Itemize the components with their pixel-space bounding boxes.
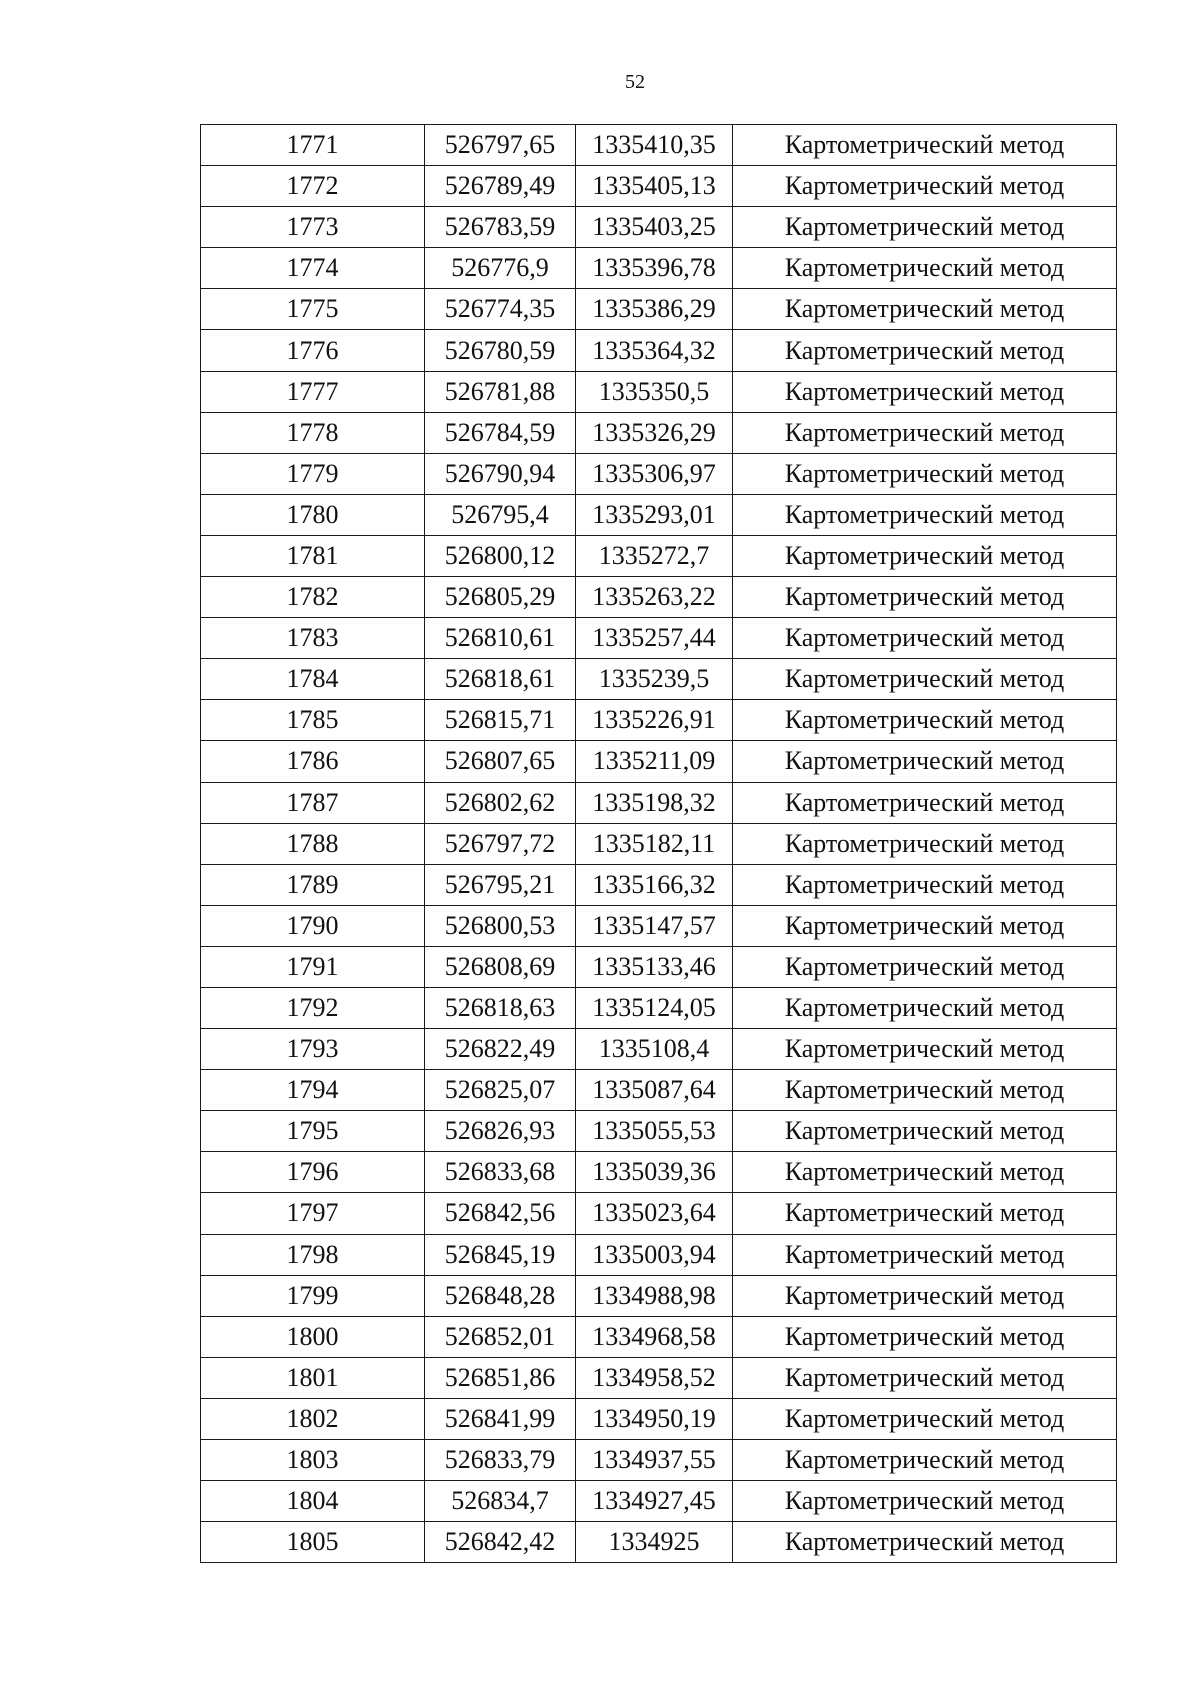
table-row xyxy=(201,1152,1117,1193)
method-cell: Картометрический метод xyxy=(733,987,1117,1028)
point-number-cell: 1797 xyxy=(201,1193,425,1234)
x-coordinate-cell: 526795,4 xyxy=(425,494,576,535)
x-coordinate-cell: 526781,88 xyxy=(425,371,576,412)
y-coordinate-cell: 1335166,32 xyxy=(576,864,733,905)
table-row xyxy=(201,1357,1117,1398)
method-cell: Картометрический метод xyxy=(733,700,1117,741)
y-coordinate-cell: 1335147,57 xyxy=(576,905,733,946)
point-number-cell: 1771 xyxy=(201,125,425,166)
table-row xyxy=(201,782,1117,823)
method-cell: Картометрический метод xyxy=(733,905,1117,946)
table-row xyxy=(201,618,1117,659)
method-cell: Картометрический метод xyxy=(733,371,1117,412)
table-row xyxy=(201,1481,1117,1522)
x-coordinate-cell: 526822,49 xyxy=(425,1029,576,1070)
method-cell: Картометрический метод xyxy=(733,1440,1117,1481)
coordinates-table-body xyxy=(201,125,1117,1563)
point-number-cell: 1775 xyxy=(201,289,425,330)
point-number-cell: 1772 xyxy=(201,166,425,207)
x-coordinate-cell: 526802,62 xyxy=(425,782,576,823)
method-cell: Картометрический метод xyxy=(733,125,1117,166)
x-coordinate-cell: 526851,86 xyxy=(425,1357,576,1398)
point-number-cell: 1778 xyxy=(201,412,425,453)
method-cell: Картометрический метод xyxy=(733,1111,1117,1152)
method-cell: Картометрический метод xyxy=(733,1398,1117,1439)
point-number-cell: 1780 xyxy=(201,494,425,535)
method-cell: Картометрический метод xyxy=(733,330,1117,371)
point-number-cell: 1785 xyxy=(201,700,425,741)
method-cell: Картометрический метод xyxy=(733,1234,1117,1275)
point-number-cell: 1792 xyxy=(201,987,425,1028)
y-coordinate-cell: 1335257,44 xyxy=(576,618,733,659)
x-coordinate-cell: 526800,12 xyxy=(425,535,576,576)
table-row xyxy=(201,330,1117,371)
y-coordinate-cell: 1335405,13 xyxy=(576,166,733,207)
method-cell: Картометрический метод xyxy=(733,1029,1117,1070)
x-coordinate-cell: 526810,61 xyxy=(425,618,576,659)
y-coordinate-cell: 1335108,4 xyxy=(576,1029,733,1070)
y-coordinate-cell: 1335226,91 xyxy=(576,700,733,741)
y-coordinate-cell: 1335124,05 xyxy=(576,987,733,1028)
table-row xyxy=(201,371,1117,412)
point-number-cell: 1805 xyxy=(201,1522,425,1563)
table-row xyxy=(201,166,1117,207)
y-coordinate-cell: 1335211,09 xyxy=(576,741,733,782)
method-cell: Картометрический метод xyxy=(733,946,1117,987)
y-coordinate-cell: 1335039,36 xyxy=(576,1152,733,1193)
method-cell: Картометрический метод xyxy=(733,207,1117,248)
table-row xyxy=(201,248,1117,289)
y-coordinate-cell: 1335350,5 xyxy=(576,371,733,412)
method-cell: Картометрический метод xyxy=(733,1316,1117,1357)
y-coordinate-cell: 1335263,22 xyxy=(576,577,733,618)
table-row xyxy=(201,1398,1117,1439)
point-number-cell: 1777 xyxy=(201,371,425,412)
method-cell: Картометрический метод xyxy=(733,741,1117,782)
x-coordinate-cell: 526790,94 xyxy=(425,453,576,494)
x-coordinate-cell: 526842,56 xyxy=(425,1193,576,1234)
point-number-cell: 1781 xyxy=(201,535,425,576)
method-cell: Картометрический метод xyxy=(733,494,1117,535)
y-coordinate-cell: 1335386,29 xyxy=(576,289,733,330)
point-number-cell: 1786 xyxy=(201,741,425,782)
point-number-cell: 1799 xyxy=(201,1275,425,1316)
point-number-cell: 1789 xyxy=(201,864,425,905)
table-row xyxy=(201,987,1117,1028)
method-cell: Картометрический метод xyxy=(733,248,1117,289)
method-cell: Картометрический метод xyxy=(733,864,1117,905)
method-cell: Картометрический метод xyxy=(733,618,1117,659)
y-coordinate-cell: 1335023,64 xyxy=(576,1193,733,1234)
method-cell: Картометрический метод xyxy=(733,1357,1117,1398)
point-number-cell: 1788 xyxy=(201,823,425,864)
y-coordinate-cell: 1334968,58 xyxy=(576,1316,733,1357)
table-row xyxy=(201,1111,1117,1152)
coordinates-table xyxy=(200,124,1117,1563)
table-row xyxy=(201,659,1117,700)
x-coordinate-cell: 526797,72 xyxy=(425,823,576,864)
x-coordinate-cell: 526841,99 xyxy=(425,1398,576,1439)
method-cell: Картометрический метод xyxy=(733,1481,1117,1522)
y-coordinate-cell: 1335293,01 xyxy=(576,494,733,535)
x-coordinate-cell: 526818,61 xyxy=(425,659,576,700)
point-number-cell: 1776 xyxy=(201,330,425,371)
table-row xyxy=(201,1193,1117,1234)
method-cell: Картометрический метод xyxy=(733,1275,1117,1316)
y-coordinate-cell: 1335306,97 xyxy=(576,453,733,494)
method-cell: Картометрический метод xyxy=(733,1193,1117,1234)
table-row xyxy=(201,1440,1117,1481)
x-coordinate-cell: 526833,68 xyxy=(425,1152,576,1193)
point-number-cell: 1796 xyxy=(201,1152,425,1193)
x-coordinate-cell: 526848,28 xyxy=(425,1275,576,1316)
table-row xyxy=(201,412,1117,453)
x-coordinate-cell: 526800,53 xyxy=(425,905,576,946)
table-row xyxy=(201,864,1117,905)
y-coordinate-cell: 1335087,64 xyxy=(576,1070,733,1111)
table-row xyxy=(201,905,1117,946)
x-coordinate-cell: 526774,35 xyxy=(425,289,576,330)
x-coordinate-cell: 526776,9 xyxy=(425,248,576,289)
y-coordinate-cell: 1335239,5 xyxy=(576,659,733,700)
x-coordinate-cell: 526842,42 xyxy=(425,1522,576,1563)
table-row xyxy=(201,823,1117,864)
x-coordinate-cell: 526783,59 xyxy=(425,207,576,248)
method-cell: Картометрический метод xyxy=(733,1522,1117,1563)
x-coordinate-cell: 526784,59 xyxy=(425,412,576,453)
table-row xyxy=(201,1234,1117,1275)
point-number-cell: 1773 xyxy=(201,207,425,248)
point-number-cell: 1798 xyxy=(201,1234,425,1275)
y-coordinate-cell: 1334958,52 xyxy=(576,1357,733,1398)
method-cell: Картометрический метод xyxy=(733,453,1117,494)
y-coordinate-cell: 1335326,29 xyxy=(576,412,733,453)
point-number-cell: 1802 xyxy=(201,1398,425,1439)
point-number-cell: 1783 xyxy=(201,618,425,659)
y-coordinate-cell: 1335272,7 xyxy=(576,535,733,576)
point-number-cell: 1779 xyxy=(201,453,425,494)
table-row xyxy=(201,289,1117,330)
table-row xyxy=(201,1029,1117,1070)
x-coordinate-cell: 526789,49 xyxy=(425,166,576,207)
table-row xyxy=(201,946,1117,987)
point-number-cell: 1782 xyxy=(201,577,425,618)
method-cell: Картометрический метод xyxy=(733,1070,1117,1111)
x-coordinate-cell: 526825,07 xyxy=(425,1070,576,1111)
table-row xyxy=(201,700,1117,741)
point-number-cell: 1790 xyxy=(201,905,425,946)
table-row xyxy=(201,453,1117,494)
y-coordinate-cell: 1335133,46 xyxy=(576,946,733,987)
method-cell: Картометрический метод xyxy=(733,782,1117,823)
x-coordinate-cell: 526826,93 xyxy=(425,1111,576,1152)
x-coordinate-cell: 526852,01 xyxy=(425,1316,576,1357)
x-coordinate-cell: 526834,7 xyxy=(425,1481,576,1522)
y-coordinate-cell: 1334927,45 xyxy=(576,1481,733,1522)
y-coordinate-cell: 1334950,19 xyxy=(576,1398,733,1439)
table-row xyxy=(201,125,1117,166)
x-coordinate-cell: 526807,65 xyxy=(425,741,576,782)
method-cell: Картометрический метод xyxy=(733,1152,1117,1193)
method-cell: Картометрический метод xyxy=(733,535,1117,576)
table-row xyxy=(201,494,1117,535)
y-coordinate-cell: 1334937,55 xyxy=(576,1440,733,1481)
y-coordinate-cell: 1334988,98 xyxy=(576,1275,733,1316)
method-cell: Картометрический метод xyxy=(733,166,1117,207)
table-row xyxy=(201,741,1117,782)
point-number-cell: 1794 xyxy=(201,1070,425,1111)
y-coordinate-cell: 1335003,94 xyxy=(576,1234,733,1275)
x-coordinate-cell: 526818,63 xyxy=(425,987,576,1028)
method-cell: Картометрический метод xyxy=(733,577,1117,618)
point-number-cell: 1801 xyxy=(201,1357,425,1398)
table-row xyxy=(201,1316,1117,1357)
y-coordinate-cell: 1334925 xyxy=(576,1522,733,1563)
y-coordinate-cell: 1335182,11 xyxy=(576,823,733,864)
point-number-cell: 1784 xyxy=(201,659,425,700)
x-coordinate-cell: 526805,29 xyxy=(425,577,576,618)
x-coordinate-cell: 526795,21 xyxy=(425,864,576,905)
method-cell: Картометрический метод xyxy=(733,412,1117,453)
method-cell: Картометрический метод xyxy=(733,823,1117,864)
table-row xyxy=(201,1275,1117,1316)
x-coordinate-cell: 526797,65 xyxy=(425,125,576,166)
y-coordinate-cell: 1335396,78 xyxy=(576,248,733,289)
point-number-cell: 1791 xyxy=(201,946,425,987)
x-coordinate-cell: 526815,71 xyxy=(425,700,576,741)
y-coordinate-cell: 1335055,53 xyxy=(576,1111,733,1152)
y-coordinate-cell: 1335403,25 xyxy=(576,207,733,248)
x-coordinate-cell: 526845,19 xyxy=(425,1234,576,1275)
point-number-cell: 1793 xyxy=(201,1029,425,1070)
point-number-cell: 1803 xyxy=(201,1440,425,1481)
point-number-cell: 1800 xyxy=(201,1316,425,1357)
y-coordinate-cell: 1335410,35 xyxy=(576,125,733,166)
method-cell: Картометрический метод xyxy=(733,289,1117,330)
point-number-cell: 1795 xyxy=(201,1111,425,1152)
x-coordinate-cell: 526780,59 xyxy=(425,330,576,371)
y-coordinate-cell: 1335198,32 xyxy=(576,782,733,823)
table-row xyxy=(201,207,1117,248)
x-coordinate-cell: 526808,69 xyxy=(425,946,576,987)
table-row xyxy=(201,1522,1117,1563)
table-row xyxy=(201,1070,1117,1111)
x-coordinate-cell: 526833,79 xyxy=(425,1440,576,1481)
point-number-cell: 1774 xyxy=(201,248,425,289)
table-row xyxy=(201,577,1117,618)
y-coordinate-cell: 1335364,32 xyxy=(576,330,733,371)
page-number: 52 xyxy=(625,71,645,93)
method-cell: Картометрический метод xyxy=(733,659,1117,700)
point-number-cell: 1787 xyxy=(201,782,425,823)
table-row xyxy=(201,535,1117,576)
point-number-cell: 1804 xyxy=(201,1481,425,1522)
